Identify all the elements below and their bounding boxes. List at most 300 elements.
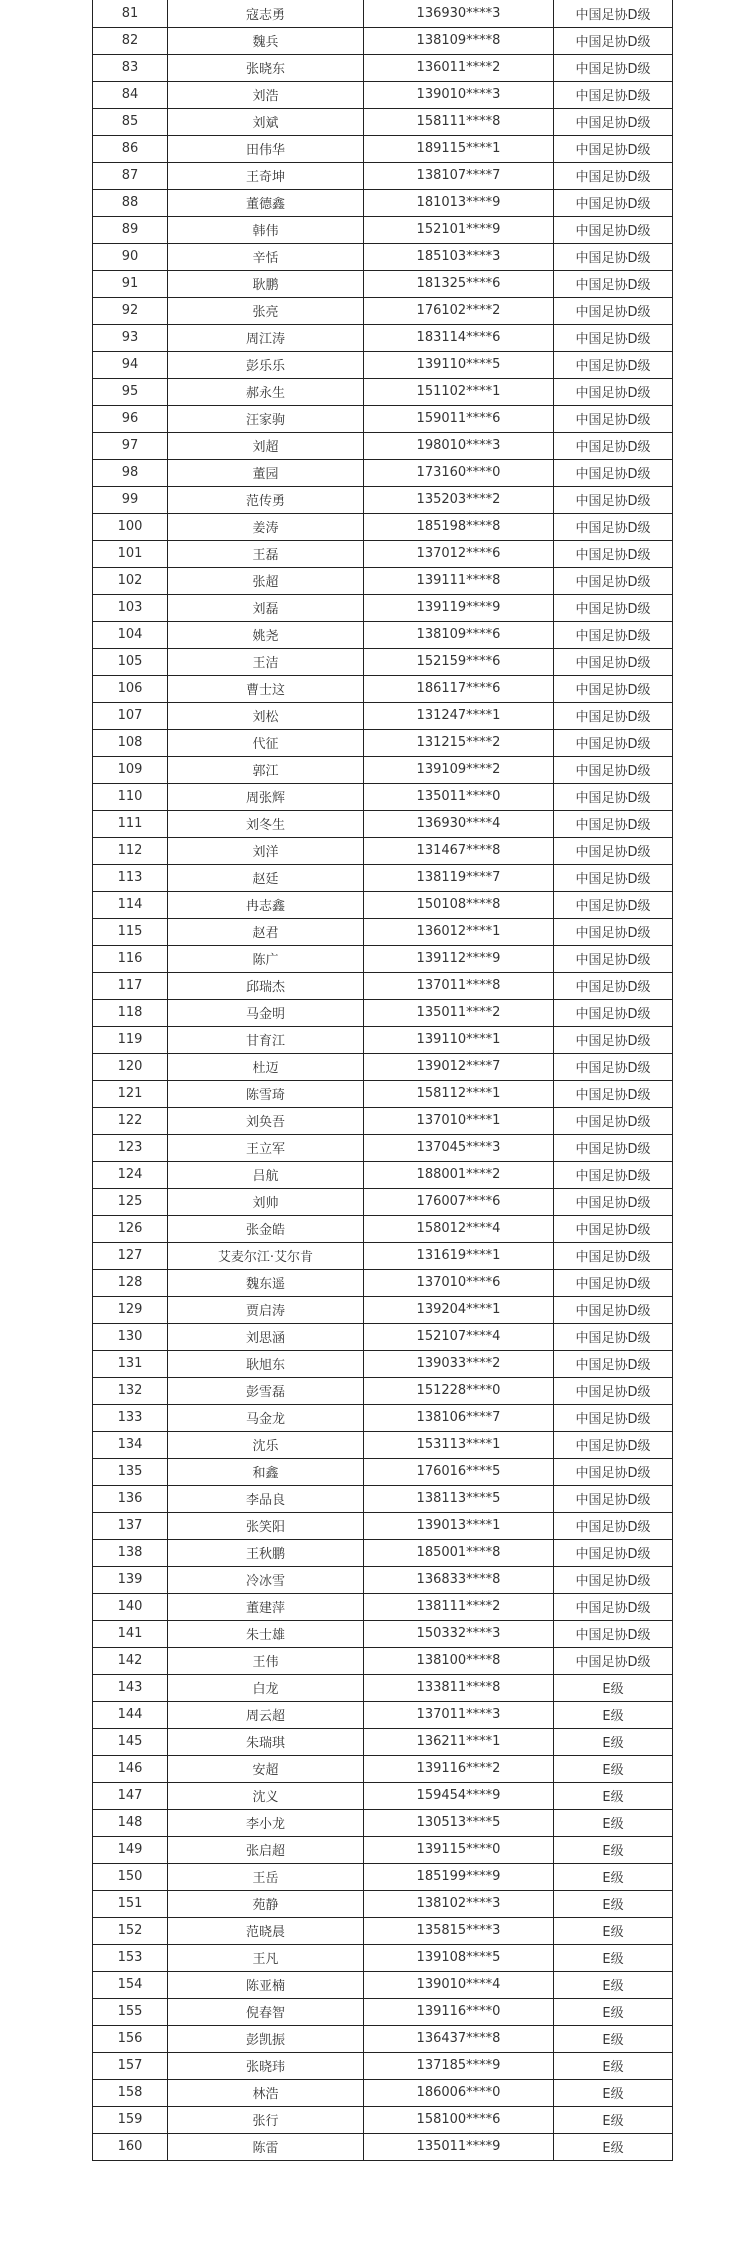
row-number-cell: 102 <box>93 567 168 594</box>
name-cell: 王磊 <box>168 540 364 567</box>
level-cell: 中国足协D级 <box>554 837 673 864</box>
phone-cell: 176007****6 <box>364 1188 554 1215</box>
phone-cell: 152159****6 <box>364 648 554 675</box>
level-cell: E级 <box>554 2052 673 2079</box>
level-cell: 中国足协D级 <box>554 81 673 108</box>
phone-cell: 185001****8 <box>364 1539 554 1566</box>
table-row <box>93 621 673 648</box>
table-row <box>93 810 673 837</box>
row-number-cell: 135 <box>93 1458 168 1485</box>
name-cell: 张超 <box>168 567 364 594</box>
level-cell: 中国足协D级 <box>554 1053 673 1080</box>
level-cell: 中国足协D级 <box>554 648 673 675</box>
table-row <box>93 1377 673 1404</box>
name-cell: 郝永生 <box>168 378 364 405</box>
row-number-cell: 145 <box>93 1728 168 1755</box>
table-row <box>93 648 673 675</box>
row-number-cell: 148 <box>93 1809 168 1836</box>
name-cell: 沈乐 <box>168 1431 364 1458</box>
table-row <box>93 1809 673 1836</box>
table-row <box>93 1026 673 1053</box>
phone-cell: 136211****1 <box>364 1728 554 1755</box>
phone-cell: 181325****6 <box>364 270 554 297</box>
phone-cell: 176102****2 <box>364 297 554 324</box>
table-row <box>93 1188 673 1215</box>
level-cell: 中国足协D级 <box>554 864 673 891</box>
table-row <box>93 1593 673 1620</box>
level-cell: 中国足协D级 <box>554 1323 673 1350</box>
table-row <box>93 1458 673 1485</box>
level-cell: 中国足协D级 <box>554 27 673 54</box>
level-cell: 中国足协D级 <box>554 1620 673 1647</box>
level-cell: E级 <box>554 1755 673 1782</box>
row-number-cell: 126 <box>93 1215 168 1242</box>
name-cell: 代征 <box>168 729 364 756</box>
level-cell: 中国足协D级 <box>554 432 673 459</box>
table-row <box>93 1917 673 1944</box>
level-cell: 中国足协D级 <box>554 1377 673 1404</box>
name-cell: 周江涛 <box>168 324 364 351</box>
table-row <box>93 2079 673 2106</box>
level-cell: 中国足协D级 <box>554 54 673 81</box>
row-number-cell: 160 <box>93 2133 168 2160</box>
level-cell: 中国足协D级 <box>554 999 673 1026</box>
level-cell: 中国足协D级 <box>554 1215 673 1242</box>
name-cell: 赵君 <box>168 918 364 945</box>
phone-cell: 158111****8 <box>364 108 554 135</box>
name-cell: 李小龙 <box>168 1809 364 1836</box>
name-cell: 沈义 <box>168 1782 364 1809</box>
name-cell: 倪春智 <box>168 1998 364 2025</box>
level-cell: 中国足协D级 <box>554 918 673 945</box>
level-cell: E级 <box>554 1890 673 1917</box>
name-cell: 陈雷 <box>168 2133 364 2160</box>
level-cell: E级 <box>554 2079 673 2106</box>
table-row <box>93 1269 673 1296</box>
name-cell: 彭雪磊 <box>168 1377 364 1404</box>
phone-cell: 139119****9 <box>364 594 554 621</box>
row-number-cell: 157 <box>93 2052 168 2079</box>
row-number-cell: 109 <box>93 756 168 783</box>
row-number-cell: 105 <box>93 648 168 675</box>
phone-cell: 137010****6 <box>364 1269 554 1296</box>
name-cell: 朱士雄 <box>168 1620 364 1647</box>
row-number-cell: 133 <box>93 1404 168 1431</box>
phone-cell: 183114****6 <box>364 324 554 351</box>
row-number-cell: 141 <box>93 1620 168 1647</box>
level-cell: E级 <box>554 1998 673 2025</box>
level-cell: 中国足协D级 <box>554 783 673 810</box>
level-cell: 中国足协D级 <box>554 459 673 486</box>
row-number-cell: 97 <box>93 432 168 459</box>
phone-cell: 136930****3 <box>364 0 554 27</box>
name-cell: 魏兵 <box>168 27 364 54</box>
table-row <box>93 81 673 108</box>
phone-cell: 150108****8 <box>364 891 554 918</box>
row-number-cell: 147 <box>93 1782 168 1809</box>
level-cell: E级 <box>554 2133 673 2160</box>
phone-cell: 158112****1 <box>364 1080 554 1107</box>
phone-cell: 135011****0 <box>364 783 554 810</box>
phone-cell: 131247****1 <box>364 702 554 729</box>
level-cell: 中国足协D级 <box>554 1080 673 1107</box>
table-row <box>93 1512 673 1539</box>
name-cell: 刘洋 <box>168 837 364 864</box>
level-cell: E级 <box>554 1971 673 1998</box>
row-number-cell: 85 <box>93 108 168 135</box>
phone-cell: 139012****7 <box>364 1053 554 1080</box>
row-number-cell: 93 <box>93 324 168 351</box>
name-cell: 董德鑫 <box>168 189 364 216</box>
level-cell: 中国足协D级 <box>554 1431 673 1458</box>
level-cell: 中国足协D级 <box>554 1296 673 1323</box>
table-row <box>93 1566 673 1593</box>
level-cell: E级 <box>554 1863 673 1890</box>
name-cell: 刘帅 <box>168 1188 364 1215</box>
level-cell: 中国足协D级 <box>554 621 673 648</box>
row-number-cell: 81 <box>93 0 168 27</box>
phone-cell: 139115****0 <box>364 1836 554 1863</box>
table-row <box>93 1728 673 1755</box>
phone-cell: 152101****9 <box>364 216 554 243</box>
name-cell: 王岳 <box>168 1863 364 1890</box>
phone-cell: 137010****1 <box>364 1107 554 1134</box>
level-cell: E级 <box>554 1836 673 1863</box>
table-row <box>93 1431 673 1458</box>
row-number-cell: 151 <box>93 1890 168 1917</box>
table-row <box>93 837 673 864</box>
name-cell: 彭凯振 <box>168 2025 364 2052</box>
name-cell: 曹士这 <box>168 675 364 702</box>
phone-cell: 138109****8 <box>364 27 554 54</box>
row-number-cell: 89 <box>93 216 168 243</box>
table-row <box>93 2106 673 2133</box>
table-row <box>93 2052 673 2079</box>
phone-cell: 136833****8 <box>364 1566 554 1593</box>
row-number-cell: 142 <box>93 1647 168 1674</box>
table-row <box>93 0 673 27</box>
name-cell: 刘斌 <box>168 108 364 135</box>
level-cell: E级 <box>554 1701 673 1728</box>
level-cell: E级 <box>554 1917 673 1944</box>
table-row <box>93 1836 673 1863</box>
row-number-cell: 138 <box>93 1539 168 1566</box>
name-cell: 张行 <box>168 2106 364 2133</box>
phone-cell: 139108****5 <box>364 1944 554 1971</box>
level-cell: 中国足协D级 <box>554 1566 673 1593</box>
level-cell: 中国足协D级 <box>554 243 673 270</box>
level-cell: 中国足协D级 <box>554 0 673 27</box>
name-cell: 苑静 <box>168 1890 364 1917</box>
phone-cell: 138107****7 <box>364 162 554 189</box>
row-number-cell: 143 <box>93 1674 168 1701</box>
phone-cell: 139110****1 <box>364 1026 554 1053</box>
phone-cell: 139204****1 <box>364 1296 554 1323</box>
phone-cell: 135815****3 <box>364 1917 554 1944</box>
level-cell: 中国足协D级 <box>554 1134 673 1161</box>
name-cell: 李品良 <box>168 1485 364 1512</box>
level-cell: 中国足协D级 <box>554 1107 673 1134</box>
level-cell: 中国足协D级 <box>554 1593 673 1620</box>
name-cell: 耿鹏 <box>168 270 364 297</box>
row-number-cell: 155 <box>93 1998 168 2025</box>
phone-cell: 136930****4 <box>364 810 554 837</box>
level-cell: 中国足协D级 <box>554 1350 673 1377</box>
row-number-cell: 139 <box>93 1566 168 1593</box>
table-body <box>93 0 673 2160</box>
name-cell: 杜迈 <box>168 1053 364 1080</box>
level-cell: 中国足协D级 <box>554 1026 673 1053</box>
phone-cell: 185199****9 <box>364 1863 554 1890</box>
level-cell: E级 <box>554 1944 673 1971</box>
table-row <box>93 162 673 189</box>
row-number-cell: 127 <box>93 1242 168 1269</box>
table-row <box>93 1404 673 1431</box>
table-row <box>93 1539 673 1566</box>
table-row <box>93 729 673 756</box>
level-cell: E级 <box>554 1809 673 1836</box>
phone-cell: 139116****0 <box>364 1998 554 2025</box>
row-number-cell: 124 <box>93 1161 168 1188</box>
table-row <box>93 567 673 594</box>
row-number-cell: 100 <box>93 513 168 540</box>
name-cell: 吕航 <box>168 1161 364 1188</box>
level-cell: 中国足协D级 <box>554 810 673 837</box>
table-row <box>93 270 673 297</box>
table-row <box>93 27 673 54</box>
row-number-cell: 111 <box>93 810 168 837</box>
table-row <box>93 108 673 135</box>
phone-cell: 137011****8 <box>364 972 554 999</box>
phone-cell: 137045****3 <box>364 1134 554 1161</box>
table-row <box>93 1944 673 1971</box>
row-number-cell: 129 <box>93 1296 168 1323</box>
name-cell: 王秋鹏 <box>168 1539 364 1566</box>
row-number-cell: 108 <box>93 729 168 756</box>
phone-cell: 151228****0 <box>364 1377 554 1404</box>
table-row <box>93 1755 673 1782</box>
table-row <box>93 1620 673 1647</box>
table-row <box>93 864 673 891</box>
level-cell: 中国足协D级 <box>554 108 673 135</box>
table-row <box>93 1296 673 1323</box>
name-cell: 刘思涵 <box>168 1323 364 1350</box>
phone-cell: 153113****1 <box>364 1431 554 1458</box>
row-number-cell: 118 <box>93 999 168 1026</box>
name-cell: 冷冰雪 <box>168 1566 364 1593</box>
row-number-cell: 146 <box>93 1755 168 1782</box>
phone-cell: 135203****2 <box>364 486 554 513</box>
name-cell: 白龙 <box>168 1674 364 1701</box>
row-number-cell: 125 <box>93 1188 168 1215</box>
name-cell: 张金皓 <box>168 1215 364 1242</box>
phone-cell: 135011****9 <box>364 2133 554 2160</box>
name-cell: 陈亚楠 <box>168 1971 364 1998</box>
row-number-cell: 99 <box>93 486 168 513</box>
name-cell: 甘育江 <box>168 1026 364 1053</box>
table-row <box>93 513 673 540</box>
row-number-cell: 159 <box>93 2106 168 2133</box>
row-number-cell: 91 <box>93 270 168 297</box>
level-cell: 中国足协D级 <box>554 756 673 783</box>
table-row <box>93 675 673 702</box>
level-cell: 中国足协D级 <box>554 351 673 378</box>
row-number-cell: 83 <box>93 54 168 81</box>
name-cell: 韩伟 <box>168 216 364 243</box>
phone-cell: 159454****9 <box>364 1782 554 1809</box>
table-row <box>93 405 673 432</box>
name-cell: 安超 <box>168 1755 364 1782</box>
row-number-cell: 90 <box>93 243 168 270</box>
table-row <box>93 1080 673 1107</box>
table-row <box>93 1971 673 1998</box>
name-cell: 赵廷 <box>168 864 364 891</box>
row-number-cell: 110 <box>93 783 168 810</box>
level-cell: E级 <box>554 1674 673 1701</box>
level-cell: 中国足协D级 <box>554 1404 673 1431</box>
table-row <box>93 945 673 972</box>
phone-cell: 130513****5 <box>364 1809 554 1836</box>
name-cell: 姚尧 <box>168 621 364 648</box>
row-number-cell: 136 <box>93 1485 168 1512</box>
level-cell: 中国足协D级 <box>554 297 673 324</box>
level-cell: 中国足协D级 <box>554 270 673 297</box>
name-cell: 范传勇 <box>168 486 364 513</box>
phone-cell: 139013****1 <box>364 1512 554 1539</box>
phone-cell: 185198****8 <box>364 513 554 540</box>
phone-cell: 139010****4 <box>364 1971 554 1998</box>
name-cell: 冉志鑫 <box>168 891 364 918</box>
table-row <box>93 972 673 999</box>
name-cell: 董园 <box>168 459 364 486</box>
name-cell: 陈雪琦 <box>168 1080 364 1107</box>
phone-cell: 138111****2 <box>364 1593 554 1620</box>
level-cell: 中国足协D级 <box>554 1269 673 1296</box>
phone-cell: 138100****8 <box>364 1647 554 1674</box>
level-cell: 中国足协D级 <box>554 486 673 513</box>
level-cell: E级 <box>554 1728 673 1755</box>
row-number-cell: 117 <box>93 972 168 999</box>
phone-cell: 185103****3 <box>364 243 554 270</box>
row-number-cell: 94 <box>93 351 168 378</box>
name-cell: 和鑫 <box>168 1458 364 1485</box>
name-cell: 陈广 <box>168 945 364 972</box>
phone-cell: 173160****0 <box>364 459 554 486</box>
table-row <box>93 1134 673 1161</box>
level-cell: 中国足协D级 <box>554 702 673 729</box>
name-cell: 王伟 <box>168 1647 364 1674</box>
phone-cell: 135011****2 <box>364 999 554 1026</box>
row-number-cell: 150 <box>93 1863 168 1890</box>
table-row <box>93 1107 673 1134</box>
table-row <box>93 1647 673 1674</box>
phone-cell: 188001****2 <box>364 1161 554 1188</box>
name-cell: 辛恬 <box>168 243 364 270</box>
table-row <box>93 1485 673 1512</box>
table-row <box>93 1350 673 1377</box>
phone-cell: 139116****2 <box>364 1755 554 1782</box>
row-number-cell: 86 <box>93 135 168 162</box>
level-cell: 中国足协D级 <box>554 405 673 432</box>
row-number-cell: 106 <box>93 675 168 702</box>
phone-cell: 131619****1 <box>364 1242 554 1269</box>
row-number-cell: 116 <box>93 945 168 972</box>
name-cell: 林浩 <box>168 2079 364 2106</box>
row-number-cell: 152 <box>93 1917 168 1944</box>
row-number-cell: 87 <box>93 162 168 189</box>
level-cell: 中国足协D级 <box>554 1458 673 1485</box>
name-cell: 刘奂吾 <box>168 1107 364 1134</box>
row-number-cell: 92 <box>93 297 168 324</box>
level-cell: 中国足协D级 <box>554 972 673 999</box>
name-cell: 姜涛 <box>168 513 364 540</box>
table-row <box>93 324 673 351</box>
row-number-cell: 123 <box>93 1134 168 1161</box>
row-number-cell: 113 <box>93 864 168 891</box>
table-row <box>93 1782 673 1809</box>
name-cell: 耿旭东 <box>168 1350 364 1377</box>
row-number-cell: 95 <box>93 378 168 405</box>
level-cell: 中国足协D级 <box>554 216 673 243</box>
table-row <box>93 702 673 729</box>
level-cell: 中国足协D级 <box>554 1485 673 1512</box>
phone-cell: 158100****6 <box>364 2106 554 2133</box>
table-row <box>93 1215 673 1242</box>
phone-cell: 131467****8 <box>364 837 554 864</box>
phone-cell: 138113****5 <box>364 1485 554 1512</box>
table-row <box>93 189 673 216</box>
phone-cell: 138106****7 <box>364 1404 554 1431</box>
row-number-cell: 82 <box>93 27 168 54</box>
row-number-cell: 115 <box>93 918 168 945</box>
level-cell: 中国足协D级 <box>554 324 673 351</box>
phone-cell: 181013****9 <box>364 189 554 216</box>
level-cell: 中国足协D级 <box>554 1161 673 1188</box>
table-row <box>93 2133 673 2160</box>
table-row <box>93 891 673 918</box>
name-cell: 刘浩 <box>168 81 364 108</box>
name-cell: 王凡 <box>168 1944 364 1971</box>
name-cell: 张启超 <box>168 1836 364 1863</box>
level-cell: 中国足协D级 <box>554 729 673 756</box>
level-cell: 中国足协D级 <box>554 378 673 405</box>
row-number-cell: 107 <box>93 702 168 729</box>
level-cell: 中国足协D级 <box>554 162 673 189</box>
row-number-cell: 140 <box>93 1593 168 1620</box>
row-number-cell: 101 <box>93 540 168 567</box>
level-cell: 中国足协D级 <box>554 1647 673 1674</box>
table-row <box>93 594 673 621</box>
name-cell: 刘超 <box>168 432 364 459</box>
phone-cell: 139111****8 <box>364 567 554 594</box>
name-cell: 董建萍 <box>168 1593 364 1620</box>
phone-cell: 198010****3 <box>364 432 554 459</box>
row-number-cell: 156 <box>93 2025 168 2052</box>
name-cell: 田伟华 <box>168 135 364 162</box>
row-number-cell: 154 <box>93 1971 168 1998</box>
phone-cell: 186117****6 <box>364 675 554 702</box>
table-row <box>93 1161 673 1188</box>
phone-cell: 138119****7 <box>364 864 554 891</box>
level-cell: 中国足协D级 <box>554 1539 673 1566</box>
row-number-cell: 131 <box>93 1350 168 1377</box>
phone-cell: 159011****6 <box>364 405 554 432</box>
row-number-cell: 88 <box>93 189 168 216</box>
table-row <box>93 1323 673 1350</box>
level-cell: 中国足协D级 <box>554 891 673 918</box>
level-cell: 中国足协D级 <box>554 567 673 594</box>
table-row <box>93 243 673 270</box>
